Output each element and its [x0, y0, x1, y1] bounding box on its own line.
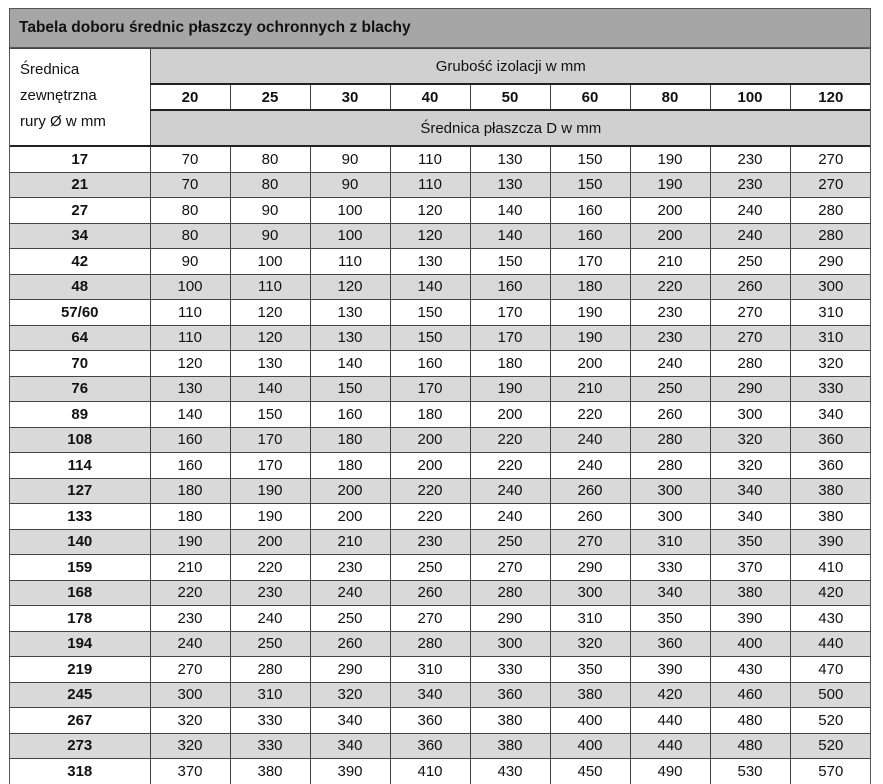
- jacket-diameter-cell: 160: [470, 274, 550, 300]
- jacket-diameter-cell: 430: [470, 759, 550, 784]
- pipe-diameter-cell: 76: [10, 376, 150, 402]
- jacket-diameter-cell: 340: [710, 478, 790, 504]
- jacket-diameter-cell: 160: [550, 223, 630, 249]
- jacket-diameter-cell: 170: [230, 427, 310, 453]
- pipe-diameter-cell: 42: [10, 249, 150, 275]
- jacket-diameter-cell: 240: [470, 504, 550, 530]
- jacket-diameter-cell: 280: [790, 223, 871, 249]
- jacket-diameter-header: Średnica płaszcza D w mm: [150, 110, 871, 146]
- jacket-diameter-cell: 340: [310, 708, 390, 734]
- jacket-diameter-cell: 120: [230, 325, 310, 351]
- jacket-diameter-cell: 310: [550, 606, 630, 632]
- jacket-diameter-cell: 130: [310, 325, 390, 351]
- jacket-diameter-cell: 210: [150, 555, 230, 581]
- jacket-diameter-cell: 320: [150, 708, 230, 734]
- jacket-diameter-cell: 430: [790, 606, 871, 632]
- jacket-diameter-cell: 140: [310, 351, 390, 377]
- jacket-diameter-cell: 390: [710, 606, 790, 632]
- jacket-diameter-cell: 160: [150, 453, 230, 479]
- jacket-diameter-cell: 250: [710, 249, 790, 275]
- jacket-diameter-cell: 220: [230, 555, 310, 581]
- pipe-diameter-cell: 21: [10, 172, 150, 198]
- jacket-diameter-cell: 220: [630, 274, 710, 300]
- jacket-diameter-cell: 150: [470, 249, 550, 275]
- table-row: [10, 453, 871, 479]
- jacket-diameter-cell: 440: [630, 733, 710, 759]
- jacket-diameter-cell: 160: [390, 351, 470, 377]
- jacket-diameter-cell: 530: [710, 759, 790, 784]
- thickness-header-cell: 25: [230, 84, 310, 110]
- jacket-diameter-cell: 240: [550, 453, 630, 479]
- jacket-diameter-cell: 220: [390, 478, 470, 504]
- jacket-diameter-cell: 250: [230, 631, 310, 657]
- jacket-diameter-cell: 520: [790, 708, 871, 734]
- jacket-diameter-cell: 260: [630, 402, 710, 428]
- jacket-diameter-cell: 130: [230, 351, 310, 377]
- jacket-diameter-cell: 300: [630, 504, 710, 530]
- insulation-thickness-header: Grubość izolacji w mm: [150, 49, 871, 85]
- jacket-diameter-cell: 310: [230, 682, 310, 708]
- jacket-diameter-cell: 480: [710, 708, 790, 734]
- pipe-diameter-cell: 168: [10, 580, 150, 606]
- jacket-diameter-cell: 100: [310, 223, 390, 249]
- jacket-diameter-cell: 180: [550, 274, 630, 300]
- jacket-diameter-cell: 570: [790, 759, 871, 784]
- pipe-diameter-cell: 64: [10, 325, 150, 351]
- jacket-diameter-cell: 320: [710, 453, 790, 479]
- jacket-diameter-cell: 190: [150, 529, 230, 555]
- jacket-diameter-cell: 270: [790, 146, 871, 172]
- jacket-diameter-cell: 150: [230, 402, 310, 428]
- thickness-header-cell: 120: [790, 84, 871, 110]
- table-row: [10, 249, 871, 275]
- jacket-diameter-cell: 360: [470, 682, 550, 708]
- jacket-diameter-cell: 140: [390, 274, 470, 300]
- table-row: [10, 325, 871, 351]
- jacket-diameter-cell: 170: [470, 325, 550, 351]
- pipe-diameter-cell: 159: [10, 555, 150, 581]
- pipe-diameter-cell: 27: [10, 198, 150, 224]
- jacket-diameter-cell: 210: [550, 376, 630, 402]
- table-row: [10, 657, 871, 683]
- pipe-diameter-header: [10, 49, 150, 147]
- jacket-diameter-cell: 240: [550, 427, 630, 453]
- pipe-diameter-cell: 17: [10, 146, 150, 172]
- jacket-diameter-cell: 240: [630, 351, 710, 377]
- pipe-diameter-cell: 57/60: [10, 300, 150, 326]
- jacket-diameter-cell: 160: [310, 402, 390, 428]
- jacket-diameter-cell: 130: [390, 249, 470, 275]
- thickness-header-cell: 60: [550, 84, 630, 110]
- thickness-header-cell: 30: [310, 84, 390, 110]
- jacket-diameter-cell: 410: [790, 555, 871, 581]
- jacket-diameter-cell: 150: [390, 300, 470, 326]
- jacket-diameter-cell: 490: [630, 759, 710, 784]
- jacket-diameter-cell: 90: [230, 198, 310, 224]
- jacket-diameter-cell: 310: [790, 325, 871, 351]
- jacket-diameter-cell: 300: [150, 682, 230, 708]
- jacket-diameter-cell: 90: [150, 249, 230, 275]
- jacket-diameter-cell: 350: [550, 657, 630, 683]
- table-row: [10, 708, 871, 734]
- jacket-diameter-cell: 410: [390, 759, 470, 784]
- jacket-diameter-cell: 340: [710, 504, 790, 530]
- jacket-diameter-cell: 160: [150, 427, 230, 453]
- jacket-diameter-cell: 200: [550, 351, 630, 377]
- jacket-diameter-cell: 200: [630, 198, 710, 224]
- jacket-diameter-cell: 290: [710, 376, 790, 402]
- jacket-diameter-cell: 250: [310, 606, 390, 632]
- jacket-diameter-cell: 110: [150, 300, 230, 326]
- pipe-diameter-cell: 140: [10, 529, 150, 555]
- jacket-diameter-cell: 290: [790, 249, 871, 275]
- jacket-diameter-cell: 420: [630, 682, 710, 708]
- pipe-diameter-cell: 318: [10, 759, 150, 784]
- pipe-diameter-cell: 273: [10, 733, 150, 759]
- jacket-diameter-cell: 320: [710, 427, 790, 453]
- jacket-diameter-cell: 330: [470, 657, 550, 683]
- jacket-diameter-cell: 260: [550, 478, 630, 504]
- jacket-diameter-cell: 400: [710, 631, 790, 657]
- jacket-diameter-cell: 280: [710, 351, 790, 377]
- jacket-diameter-cell: 340: [630, 580, 710, 606]
- table-row: [10, 606, 871, 632]
- jacket-diameter-cell: 350: [630, 606, 710, 632]
- jacket-diameter-cell: 90: [230, 223, 310, 249]
- jacket-diameter-cell: 260: [550, 504, 630, 530]
- jacket-diameter-cell: 320: [790, 351, 871, 377]
- jacket-diameter-cell: 280: [630, 453, 710, 479]
- table-title: Tabela doboru średnic płaszczy ochronnych z blachy: [10, 9, 870, 48]
- jacket-diameter-cell: 120: [310, 274, 390, 300]
- jacket-diameter-cell: 200: [390, 427, 470, 453]
- jacket-diameter-cell: 330: [630, 555, 710, 581]
- pipe-diameter-cell: 245: [10, 682, 150, 708]
- jacket-diameter-cell: 240: [230, 606, 310, 632]
- jacket-diameter-cell: 300: [790, 274, 871, 300]
- jacket-diameter-cell: 130: [150, 376, 230, 402]
- jacket-diameter-cell: 150: [550, 146, 630, 172]
- jacket-diameter-cell: 230: [710, 146, 790, 172]
- jacket-diameter-cell: 390: [790, 529, 871, 555]
- jacket-diameter-cell: 260: [710, 274, 790, 300]
- jacket-diameter-cell: 270: [710, 325, 790, 351]
- thickness-header-cell: 50: [470, 84, 550, 110]
- jacket-diameter-cell: 100: [150, 274, 230, 300]
- jacket-diameter-cell: 380: [550, 682, 630, 708]
- jacket-diameter-cell: 470: [790, 657, 871, 683]
- table-body: [10, 146, 871, 784]
- jacket-diameter-cell: 360: [630, 631, 710, 657]
- pipe-diameter-cell: 178: [10, 606, 150, 632]
- jacket-diameter-cell: 280: [630, 427, 710, 453]
- jacket-diameter-cell: 270: [150, 657, 230, 683]
- jacket-diameter-cell: 140: [230, 376, 310, 402]
- jacket-diameter-cell: 190: [630, 146, 710, 172]
- jacket-diameter-cell: 340: [390, 682, 470, 708]
- pipe-diameter-cell: 34: [10, 223, 150, 249]
- jacket-diameter-cell: 190: [470, 376, 550, 402]
- jacket-diameter-cell: 220: [390, 504, 470, 530]
- jacket-diameter-cell: 180: [150, 504, 230, 530]
- table-row: [10, 478, 871, 504]
- table-row: [10, 172, 871, 198]
- jacket-diameter-cell: 230: [630, 325, 710, 351]
- thickness-header-cell: 100: [710, 84, 790, 110]
- jacket-diameter-cell: 180: [310, 453, 390, 479]
- jacket-diameter-cell: 190: [550, 325, 630, 351]
- corner-line-1: Średnica: [20, 61, 80, 78]
- table-row: [10, 427, 871, 453]
- jacket-diameter-cell: 230: [710, 172, 790, 198]
- jacket-diameter-cell: 110: [150, 325, 230, 351]
- jacket-diameter-cell: 170: [470, 300, 550, 326]
- jacket-diameter-cell: 220: [470, 453, 550, 479]
- jacket-diameter-cell: 300: [550, 580, 630, 606]
- jacket-diameter-cell: 250: [630, 376, 710, 402]
- jacket-diameter-cell: 280: [790, 198, 871, 224]
- table-row: [10, 555, 871, 581]
- jacket-diameter-cell: 230: [150, 606, 230, 632]
- jacket-diameter-cell: 200: [310, 504, 390, 530]
- jacket-diameter-cell: 440: [630, 708, 710, 734]
- jacket-diameter-cell: 350: [710, 529, 790, 555]
- table-row: [10, 376, 871, 402]
- jacket-diameter-cell: 340: [310, 733, 390, 759]
- jacket-diameter-cell: 240: [710, 198, 790, 224]
- jacket-diameter-cell: 270: [470, 555, 550, 581]
- table-row: [10, 580, 871, 606]
- pipe-diameter-cell: 48: [10, 274, 150, 300]
- jacket-diameter-cell: 300: [630, 478, 710, 504]
- pipe-diameter-cell: 133: [10, 504, 150, 530]
- jacket-diameter-cell: 160: [550, 198, 630, 224]
- jacket-diameter-cell: 200: [470, 402, 550, 428]
- jacket-diameter-cell: 520: [790, 733, 871, 759]
- jacket-diameter-cell: 400: [550, 733, 630, 759]
- jacket-diameter-cell: 380: [470, 733, 550, 759]
- jacket-diameter-cell: 190: [630, 172, 710, 198]
- jacket-diameter-cell: 340: [790, 402, 871, 428]
- jacket-diameter-cell: 70: [150, 172, 230, 198]
- jacket-diameter-cell: 320: [550, 631, 630, 657]
- thickness-header-cell: 40: [390, 84, 470, 110]
- jacket-diameter-cell: 220: [550, 402, 630, 428]
- jacket-diameter-cell: 220: [470, 427, 550, 453]
- jacket-diameter-cell: 180: [470, 351, 550, 377]
- jacket-diameter-cell: 130: [310, 300, 390, 326]
- jacket-diameter-cell: 180: [390, 402, 470, 428]
- jacket-diameter-cell: 210: [630, 249, 710, 275]
- jacket-diameter-cell: 240: [470, 478, 550, 504]
- jacket-diameter-cell: 80: [230, 146, 310, 172]
- table-header: [10, 49, 871, 147]
- thickness-header-cell: 80: [630, 84, 710, 110]
- jacket-diameter-cell: 90: [310, 146, 390, 172]
- table-row: [10, 274, 871, 300]
- jacket-diameter-cell: 130: [470, 146, 550, 172]
- jacket-diameter-cell: 230: [230, 580, 310, 606]
- jacket-diameter-cell: 290: [310, 657, 390, 683]
- jacket-diameter-cell: 200: [310, 478, 390, 504]
- table-row: [10, 351, 871, 377]
- jacket-diameter-cell: 380: [470, 708, 550, 734]
- jacket-diameter-cell: 280: [390, 631, 470, 657]
- jacket-diameter-cell: 200: [230, 529, 310, 555]
- thickness-header-cell: 20: [150, 84, 230, 110]
- jacket-diameter-cell: 230: [390, 529, 470, 555]
- table-row: [10, 300, 871, 326]
- jacket-diameter-cell: 80: [230, 172, 310, 198]
- jacket-diameter-cell: 110: [310, 249, 390, 275]
- jacket-diameter-cell: 360: [790, 453, 871, 479]
- jacket-diameter-cell: 120: [150, 351, 230, 377]
- jacket-diameter-cell: 360: [390, 733, 470, 759]
- jacket-diameter-cell: 200: [630, 223, 710, 249]
- jacket-diameter-cell: 380: [230, 759, 310, 784]
- jacket-diameter-cell: 210: [310, 529, 390, 555]
- jacket-diameter-cell: 290: [470, 606, 550, 632]
- table-row: [10, 733, 871, 759]
- jacket-diameter-cell: 300: [470, 631, 550, 657]
- jacket-diameter-cell: 270: [790, 172, 871, 198]
- jacket-diameter-cell: 390: [310, 759, 390, 784]
- table-row: [10, 198, 871, 224]
- jacket-diameter-cell: 330: [230, 708, 310, 734]
- diameter-table: [10, 48, 871, 784]
- jacket-diameter-cell: 240: [310, 580, 390, 606]
- jacket-diameter-cell: 220: [150, 580, 230, 606]
- corner-line-2: zewnętrzna: [20, 87, 97, 104]
- jacket-diameter-cell: 100: [230, 249, 310, 275]
- jacket-diameter-cell: 370: [710, 555, 790, 581]
- corner-line-3: rury Ø w mm: [20, 113, 106, 130]
- jacket-diameter-cell: 280: [230, 657, 310, 683]
- jacket-diameter-cell: 270: [710, 300, 790, 326]
- jacket-diameter-cell: 140: [150, 402, 230, 428]
- table-row: [10, 682, 871, 708]
- jacket-diameter-cell: 240: [710, 223, 790, 249]
- jacket-diameter-cell: 440: [790, 631, 871, 657]
- jacket-diameter-cell: 270: [550, 529, 630, 555]
- table-row: [10, 223, 871, 249]
- pipe-diameter-cell: 70: [10, 351, 150, 377]
- jacket-diameter-cell: 240: [150, 631, 230, 657]
- table-row: [10, 631, 871, 657]
- table-row: [10, 146, 871, 172]
- jacket-diameter-cell: 120: [390, 198, 470, 224]
- pipe-diameter-cell: 267: [10, 708, 150, 734]
- jacket-diameter-cell: 120: [390, 223, 470, 249]
- jacket-diameter-cell: 140: [470, 223, 550, 249]
- table-row: [10, 504, 871, 530]
- jacket-diameter-cell: 310: [630, 529, 710, 555]
- jacket-diameter-cell: 370: [150, 759, 230, 784]
- jacket-diameter-cell: 280: [470, 580, 550, 606]
- jacket-diameter-cell: 330: [790, 376, 871, 402]
- table-row: [10, 402, 871, 428]
- jacket-diameter-cell: 150: [310, 376, 390, 402]
- jacket-diameter-cell: 250: [390, 555, 470, 581]
- jacket-diameter-cell: 320: [150, 733, 230, 759]
- jacket-diameter-cell: 330: [230, 733, 310, 759]
- pipe-diameter-cell: 219: [10, 657, 150, 683]
- jacket-diameter-cell: 420: [790, 580, 871, 606]
- table-row: [10, 759, 871, 784]
- jacket-diameter-cell: 260: [310, 631, 390, 657]
- jacket-diameter-cell: 270: [390, 606, 470, 632]
- jacket-diameter-cell: 380: [790, 504, 871, 530]
- jacket-diameter-cell: 130: [470, 172, 550, 198]
- jacket-diameter-cell: 170: [230, 453, 310, 479]
- jacket-diameter-cell: 260: [390, 580, 470, 606]
- pipe-diameter-cell: 89: [10, 402, 150, 428]
- table-frame: [9, 8, 871, 784]
- jacket-diameter-cell: 180: [310, 427, 390, 453]
- pipe-diameter-cell: 194: [10, 631, 150, 657]
- jacket-diameter-cell: 230: [310, 555, 390, 581]
- jacket-diameter-cell: 110: [390, 172, 470, 198]
- jacket-diameter-cell: 230: [630, 300, 710, 326]
- table-row: [10, 529, 871, 555]
- jacket-diameter-cell: 120: [230, 300, 310, 326]
- jacket-diameter-cell: 110: [390, 146, 470, 172]
- jacket-diameter-cell: 390: [630, 657, 710, 683]
- pipe-diameter-cell: 108: [10, 427, 150, 453]
- jacket-diameter-cell: 150: [550, 172, 630, 198]
- jacket-diameter-cell: 360: [790, 427, 871, 453]
- jacket-diameter-cell: 170: [390, 376, 470, 402]
- jacket-diameter-cell: 430: [710, 657, 790, 683]
- jacket-diameter-cell: 310: [790, 300, 871, 326]
- jacket-diameter-cell: 380: [710, 580, 790, 606]
- jacket-diameter-cell: 80: [150, 198, 230, 224]
- jacket-diameter-cell: 480: [710, 733, 790, 759]
- jacket-diameter-cell: 190: [550, 300, 630, 326]
- jacket-diameter-cell: 150: [390, 325, 470, 351]
- jacket-diameter-cell: 90: [310, 172, 390, 198]
- jacket-diameter-cell: 450: [550, 759, 630, 784]
- jacket-diameter-cell: 80: [150, 223, 230, 249]
- jacket-diameter-cell: 360: [390, 708, 470, 734]
- jacket-diameter-cell: 250: [470, 529, 550, 555]
- jacket-diameter-cell: 200: [390, 453, 470, 479]
- jacket-diameter-cell: 500: [790, 682, 871, 708]
- jacket-diameter-cell: 70: [150, 146, 230, 172]
- jacket-diameter-cell: 100: [310, 198, 390, 224]
- jacket-diameter-cell: 180: [150, 478, 230, 504]
- jacket-diameter-cell: 290: [550, 555, 630, 581]
- jacket-diameter-cell: 320: [310, 682, 390, 708]
- pipe-diameter-cell: 114: [10, 453, 150, 479]
- jacket-diameter-cell: 400: [550, 708, 630, 734]
- jacket-diameter-cell: 190: [230, 478, 310, 504]
- jacket-diameter-cell: 380: [790, 478, 871, 504]
- jacket-diameter-cell: 110: [230, 274, 310, 300]
- jacket-diameter-cell: 300: [710, 402, 790, 428]
- jacket-diameter-cell: 190: [230, 504, 310, 530]
- jacket-diameter-cell: 310: [390, 657, 470, 683]
- pipe-diameter-cell: 127: [10, 478, 150, 504]
- jacket-diameter-cell: 460: [710, 682, 790, 708]
- jacket-diameter-cell: 170: [550, 249, 630, 275]
- jacket-diameter-cell: 140: [470, 198, 550, 224]
